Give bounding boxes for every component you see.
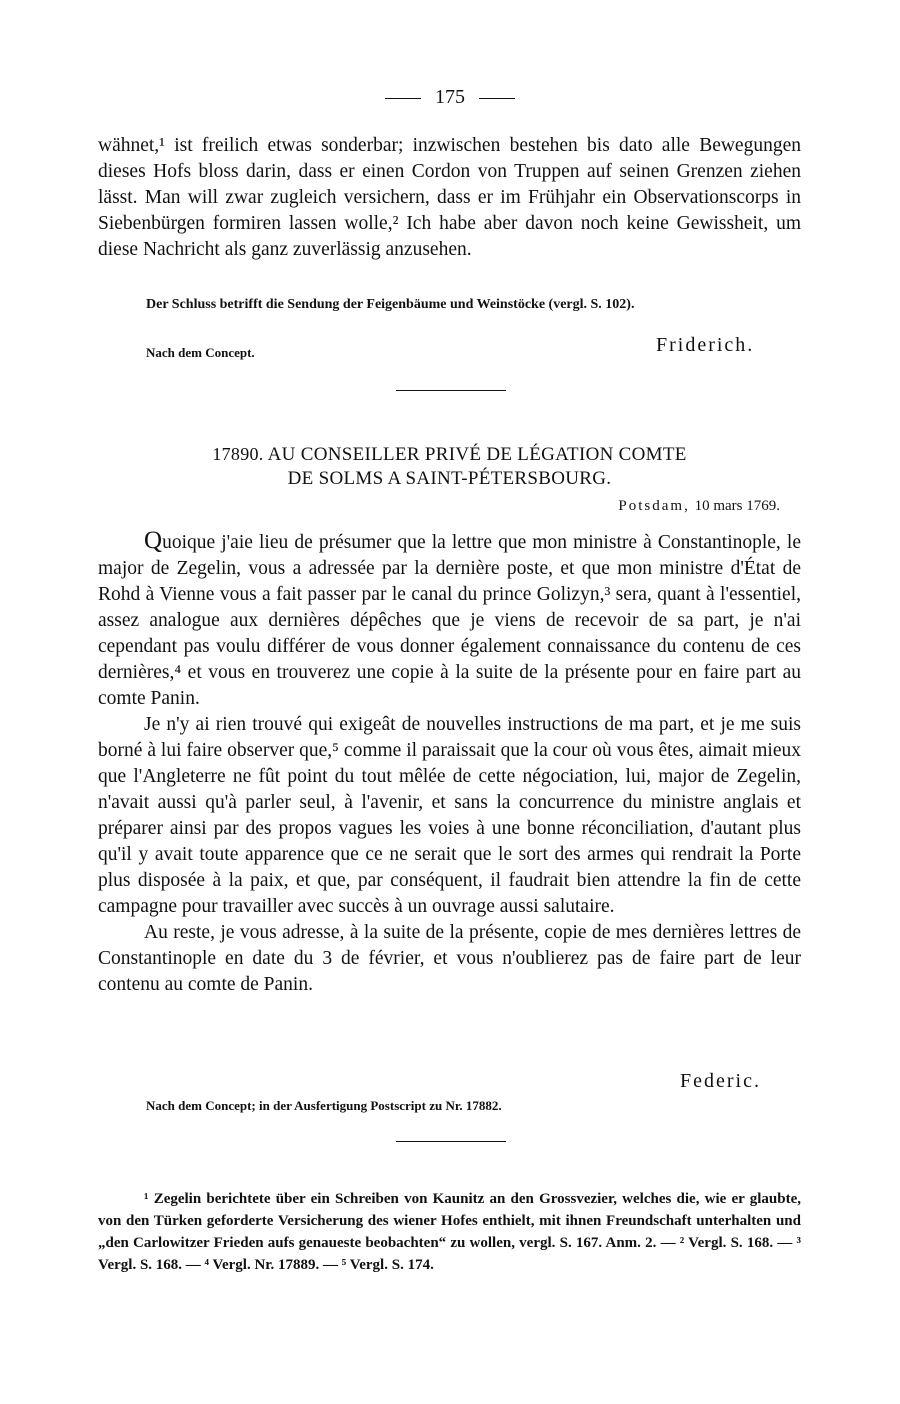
- letter-paragraph-1: [98, 528, 801, 712]
- letter-number: 17890.: [212, 444, 264, 464]
- continuation-paragraph: [98, 133, 801, 263]
- page-number: 175: [435, 86, 465, 108]
- dateline: [618, 498, 780, 515]
- header-dash-right: [479, 98, 515, 99]
- footnote-text: ¹ Zegelin berichtete über ein Schreiben von Kaunitz an den Grossvezier, welches die, wie er glaubte, von den Türken geforderte Versicherung des wiener Hofes enthielt, mit ihnen Freundschaft unterhalten und „den Carlowitzer Frieden aufs genaueste beobachten“ zu wollen, vergl. S. 167. Anm. 2. — ² Vergl. S. 168. — ³ Vergl. S. 168. — ⁴ Vergl. Nr. 17889. — ⁵ Vergl. S. 174.: [98, 1191, 801, 1273]
- paragraph-1-text: uoique j'aie lieu de présumer que la lettre que mon ministre à Constantinople, le major de Zegelin, vous a adressée par la dernière poste, et que mon ministre d'État de Rohd à Vienne vous a fait passer par le canal du prince Golizyn,³ sera, quant à l'essentiel, assez analogue aux dernières dépêches que je viens de recevoir de sa part, je n'ai cependant pas voulu différer de vous donner également connaissance du contenu de ces dernières,⁴ et vous en trouverez une copie à la suite de la présente pour en faire part au comte Panin.: [98, 532, 801, 709]
- letter-title-line2: DE SOLMS A SAINT-PÉTERSBOURG.: [287, 468, 612, 489]
- letter-source: Nach dem Concept; in der Ausfertigung Postscript zu Nr. 17882.: [146, 1098, 502, 1113]
- continuation-note: Der Schluss betrifft die Sendung der Feigenbäume und Weinstöcke (vergl. S. 102).: [146, 297, 635, 312]
- letter-body: [98, 528, 801, 998]
- page-header: [0, 86, 900, 109]
- letter-paragraph-2: Je n'y ai rien trouvé qui exigeât de nouvelles instructions de ma part, et je me suis borné à lui faire observer que,⁵ comme il paraissait que la cour où vous êtes, aimait mieux que l'Angleterre ne fût point du tout mêlée de cette négociation, lui, major de Zegelin, n'avait aussi qu'à parler seul, à l'avenir, et sans la concurrence du ministre anglais et préparer ainsi par des propos vagues les voies à une bonne réconciliation, d'autant plus qu'il y avait toute apparence que ce ne serait que le sort des armes qui rendrait la Porte plus disposée à la paix, et que, par conséquent, il faudrait bien attendre la fin de cette campagne pour travailler avec succès à un ouvrage aussi salutaire.: [98, 714, 801, 917]
- continuation-text: wähnet,¹ ist freilich etwas sonderbar; inzwischen bestehen bis dato alle Bewegungen dieses Hofs bloss darin, dass er einen Cordon von Truppen auf seinen Grenzen ziehen lässt. Man will zwar zugleich versichern, dass er im Frühjahr ein Observationscorps in Siebenbürgen formiren lassen wolle,² Ich habe aber davon noch keine Gewissheit, um diese Nachricht als ganz zuverlässig anzusehen.: [98, 135, 801, 260]
- dropcap: Q: [144, 527, 163, 554]
- section-divider: [396, 390, 506, 391]
- dateline-date: 10 mars 1769.: [694, 498, 780, 514]
- signature-federic: Federic.: [680, 1070, 761, 1092]
- letter-paragraph-3: Au reste, je vous adresse, à la suite de la présente, copie de mes dernières lettres de Constantinople en date du 3 de février, et vous n'oublierez pas de faire part de leur contenu au comte de Panin.: [98, 922, 801, 995]
- dateline-place: Potsdam,: [618, 498, 690, 514]
- signature-friderich: Friderich.: [656, 334, 755, 356]
- letter-heading: [98, 442, 801, 491]
- footnote-divider: [396, 1141, 506, 1142]
- letter-title-line1: AU CONSEILLER PRIVÉ DE LÉGATION COMTE: [267, 444, 687, 465]
- continuation-source: Nach dem Concept.: [146, 345, 255, 360]
- header-dash-left: [385, 98, 421, 99]
- footnotes: [98, 1188, 801, 1276]
